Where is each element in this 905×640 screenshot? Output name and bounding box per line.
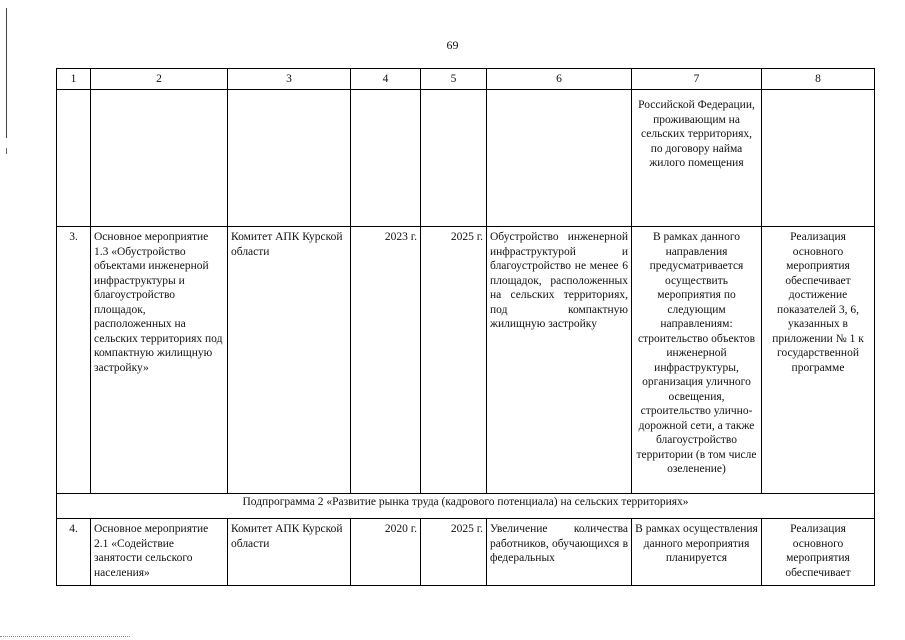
executor: Комитет АПК Курской области bbox=[228, 519, 351, 586]
indicator-link: Реализация основного мероприятия обеспечивает достижение показателей 3, 6, указанных в приложении № 1 к государственной программе bbox=[762, 227, 875, 494]
header-cell: 7 bbox=[632, 69, 762, 90]
expected-result: Обустройство инженерной инфраструктурой и благоустройство не менее 6 площадок, расположенных на сельских территориях, под компактную жилищную застройку bbox=[487, 227, 632, 494]
header-cell: 5 bbox=[421, 69, 487, 90]
end-year: 2025 г. bbox=[421, 519, 487, 586]
scan-edge-mark bbox=[6, 8, 7, 138]
table-cell bbox=[762, 90, 875, 227]
table-cell bbox=[228, 90, 351, 227]
implementation-description: В рамках осуществления данного мероприятия планируется bbox=[632, 519, 762, 586]
expected-result: Увеличение количества работников, обучающихся в федеральных bbox=[487, 519, 632, 586]
table-cell bbox=[91, 90, 228, 227]
scan-edge-mark-small bbox=[6, 148, 7, 154]
header-cell: 8 bbox=[762, 69, 875, 90]
implementation-description: В рамках данного направления предусматривается осуществить мероприятия по следующим направлениям: строительство объектов инженерной инфраструктуры, организация уличного освещения, строительство улично-дорожной сети, а также благоустройство территории (в том числе озеленение) bbox=[632, 227, 762, 494]
row-number: 3. bbox=[57, 227, 91, 494]
header-cell: 4 bbox=[351, 69, 421, 90]
measure-name: Основное мероприятие 1.3 «Обустройство объектами инженерной инфраструктуры и благоустройство площадок, расположенных на сельских территориях под компактную жилищную застройку» bbox=[91, 227, 228, 494]
row-number: 4. bbox=[57, 519, 91, 586]
table-row bbox=[57, 227, 875, 494]
table-row bbox=[57, 519, 875, 586]
header-cell: 1 bbox=[57, 69, 91, 90]
measure-name: Основное мероприятие 2.1 «Содействие занятости сельского населения» bbox=[91, 519, 228, 586]
page-number: 69 bbox=[446, 38, 459, 52]
table-cell bbox=[351, 90, 421, 227]
header-row bbox=[57, 69, 875, 90]
subprogram-row bbox=[57, 494, 875, 519]
header-cell: 6 bbox=[487, 69, 632, 90]
mechanism-cell: Российской Федерации, проживающим на сельских территориях, по договору найма жилого помещения bbox=[632, 90, 762, 227]
indicator-link: Реализация основного мероприятия обеспечивает bbox=[762, 519, 875, 586]
executor: Комитет АПК Курской области bbox=[228, 227, 351, 494]
table-cell bbox=[421, 90, 487, 227]
subprogram-title: Подпрограмма 2 «Развитие рынка труда (кадрового потенциала) на сельских территориях» bbox=[57, 494, 875, 519]
table-cell bbox=[57, 90, 91, 227]
table-cell bbox=[487, 90, 632, 227]
end-year: 2025 г. bbox=[421, 227, 487, 494]
start-year: 2023 г. bbox=[351, 227, 421, 494]
header-cell: 2 bbox=[91, 69, 228, 90]
table-row-continued bbox=[57, 90, 875, 227]
header-cell: 3 bbox=[228, 69, 351, 90]
start-year: 2020 г. bbox=[351, 519, 421, 586]
measures-table bbox=[56, 68, 875, 586]
scan-bottom-artifact bbox=[0, 636, 130, 638]
